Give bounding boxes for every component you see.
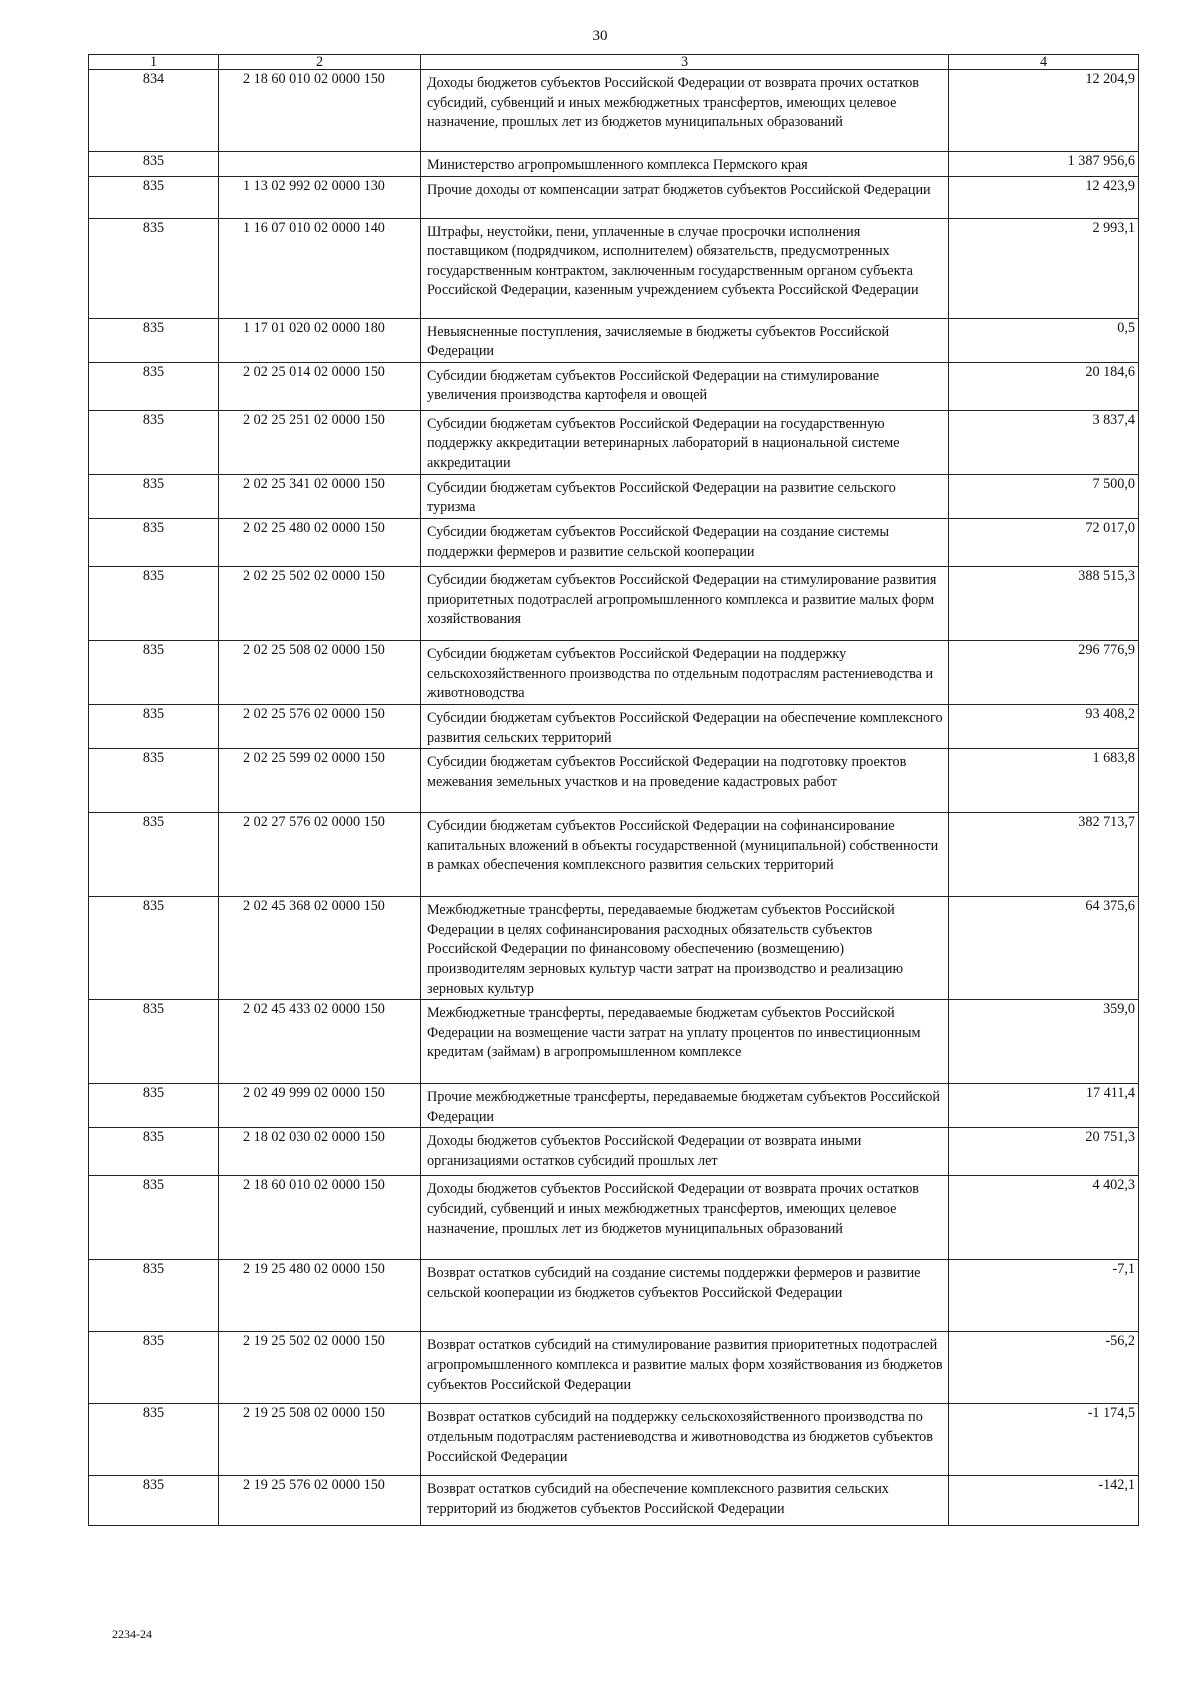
revenue-code-cell: 2 02 25 251 02 0000 150 bbox=[219, 410, 421, 474]
revenue-description-cell: Возврат остатков субсидий на поддержку сельскохозяйственного производства по отдельным подотраслям растениеводства и животноводства из бюджетов субъектов Российской Федерации bbox=[421, 1404, 949, 1476]
revenue-table bbox=[88, 54, 1139, 1526]
table-row bbox=[89, 1332, 1139, 1404]
revenue-description-cell: Невыясненные поступления, зачисляемые в бюджеты субъектов Российской Федерации bbox=[421, 318, 949, 362]
revenue-description-cell: Субсидии бюджетам субъектов Российской Федерации на подготовку проектов межевания земельных участков и на проведение кадастровых работ bbox=[421, 749, 949, 813]
revenue-description-cell: Возврат остатков субсидий на стимулирование развития приоритетных подотраслей агропромышленного комплекса и развитие малых форм хозяйствования из бюджетов субъектов Российской Федерации bbox=[421, 1332, 949, 1404]
table-row bbox=[89, 813, 1139, 897]
revenue-description-cell: Министерство агропромышленного комплекса Пермского края bbox=[421, 152, 949, 177]
revenue-code-cell: 2 18 60 010 02 0000 150 bbox=[219, 70, 421, 152]
revenue-description-cell: Субсидии бюджетам субъектов Российской Федерации на поддержку сельскохозяйственного производства по отдельным подотраслям растениеводства и животноводства bbox=[421, 640, 949, 704]
table-row bbox=[89, 362, 1139, 410]
admin-code-cell: 835 bbox=[89, 1404, 219, 1476]
admin-code-cell: 835 bbox=[89, 1332, 219, 1404]
revenue-description-cell: Межбюджетные трансферты, передаваемые бюджетам субъектов Российской Федерации на возмещение части затрат на уплату процентов по инвестиционным кредитам (займам) в агропромышленном комплексе bbox=[421, 1000, 949, 1084]
revenue-code-cell: 2 19 25 576 02 0000 150 bbox=[219, 1476, 421, 1526]
revenue-description-cell: Доходы бюджетов субъектов Российской Федерации от возврата прочих остатков субсидий, субвенций и иных межбюджетных трансфертов, имеющих целевое назначение, прошлых лет из бюджетов муниципальных образований bbox=[421, 1176, 949, 1260]
revenue-code-cell: 1 17 01 020 02 0000 180 bbox=[219, 318, 421, 362]
revenue-code-cell: 2 02 25 599 02 0000 150 bbox=[219, 749, 421, 813]
document-code: 2234-24 bbox=[112, 1627, 152, 1641]
table-row bbox=[89, 1176, 1139, 1260]
amount-cell: 7 500,0 bbox=[949, 474, 1139, 518]
admin-code-cell: 835 bbox=[89, 362, 219, 410]
table-row bbox=[89, 474, 1139, 518]
amount-cell: -1 174,5 bbox=[949, 1404, 1139, 1476]
table-row bbox=[89, 176, 1139, 218]
admin-code-cell: 835 bbox=[89, 566, 219, 640]
admin-code-cell: 835 bbox=[89, 410, 219, 474]
admin-code-cell: 835 bbox=[89, 1176, 219, 1260]
revenue-code-cell: 2 02 25 576 02 0000 150 bbox=[219, 704, 421, 748]
revenue-code-cell: 2 02 45 433 02 0000 150 bbox=[219, 1000, 421, 1084]
revenue-description-cell: Субсидии бюджетам субъектов Российской Федерации на обеспечение комплексного развития сельских территорий bbox=[421, 704, 949, 748]
table-row bbox=[89, 410, 1139, 474]
amount-cell: 93 408,2 bbox=[949, 704, 1139, 748]
admin-code-cell: 835 bbox=[89, 749, 219, 813]
amount-cell: 1 683,8 bbox=[949, 749, 1139, 813]
table-row bbox=[89, 640, 1139, 704]
amount-cell: 72 017,0 bbox=[949, 518, 1139, 566]
table-row bbox=[89, 1476, 1139, 1526]
amount-cell: -7,1 bbox=[949, 1260, 1139, 1332]
column-header-2: 2 bbox=[219, 55, 421, 70]
revenue-code-cell: 2 02 49 999 02 0000 150 bbox=[219, 1084, 421, 1128]
amount-cell: 388 515,3 bbox=[949, 566, 1139, 640]
revenue-description-cell: Штрафы, неустойки, пени, уплаченные в случае просрочки исполнения поставщиком (подрядчиком, исполнителем) обязательств, предусмотренных государственным контрактом, заключенным государственным органом субъекта Российской Федерации, казенным учреждением субъекта Российской Федерации bbox=[421, 218, 949, 318]
amount-cell: 2 993,1 bbox=[949, 218, 1139, 318]
table-row bbox=[89, 1000, 1139, 1084]
revenue-code-cell: 1 13 02 992 02 0000 130 bbox=[219, 176, 421, 218]
amount-cell: 12 423,9 bbox=[949, 176, 1139, 218]
page-number: 30 bbox=[592, 28, 608, 44]
revenue-description-cell: Субсидии бюджетам субъектов Российской Федерации на государственную поддержку аккредитации ветеринарных лабораторий в национальной системе аккредитации bbox=[421, 410, 949, 474]
revenue-code-cell: 2 02 27 576 02 0000 150 bbox=[219, 813, 421, 897]
admin-code-cell: 835 bbox=[89, 218, 219, 318]
admin-code-cell: 834 bbox=[89, 70, 219, 152]
amount-cell: 20 751,3 bbox=[949, 1128, 1139, 1176]
table-row bbox=[89, 1128, 1139, 1176]
revenue-description-cell: Субсидии бюджетам субъектов Российской Федерации на стимулирование развития приоритетных подотраслей агропромышленного комплекса и развитие малых форм хозяйствования bbox=[421, 566, 949, 640]
amount-cell: 0,5 bbox=[949, 318, 1139, 362]
table-row bbox=[89, 1404, 1139, 1476]
revenue-description-cell: Возврат остатков субсидий на создание системы поддержки фермеров и развитие сельской кооперации из бюджетов субъектов Российской Федерации bbox=[421, 1260, 949, 1332]
amount-cell: 64 375,6 bbox=[949, 897, 1139, 1000]
revenue-description-cell: Доходы бюджетов субъектов Российской Федерации от возврата прочих остатков субсидий, субвенций и иных межбюджетных трансфертов, имеющих целевое назначение, прошлых лет из бюджетов муниципальных образований bbox=[421, 70, 949, 152]
amount-cell: -56,2 bbox=[949, 1332, 1139, 1404]
amount-cell: 4 402,3 bbox=[949, 1176, 1139, 1260]
admin-code-cell: 835 bbox=[89, 1476, 219, 1526]
revenue-description-cell: Доходы бюджетов субъектов Российской Федерации от возврата иными организациями остатков субсидий прошлых лет bbox=[421, 1128, 949, 1176]
amount-cell: 20 184,6 bbox=[949, 362, 1139, 410]
revenue-description-cell: Межбюджетные трансферты, передаваемые бюджетам субъектов Российской Федерации в целях софинансирования расходных обязательств субъектов Российской Федерации по финансовому обеспечению (возмещению) производителям зерновых культур части затрат на производство и реализацию зерновых культур bbox=[421, 897, 949, 1000]
revenue-code-cell bbox=[219, 152, 421, 177]
admin-code-cell: 835 bbox=[89, 640, 219, 704]
table-row bbox=[89, 1260, 1139, 1332]
amount-cell: 382 713,7 bbox=[949, 813, 1139, 897]
revenue-description-cell: Субсидии бюджетам субъектов Российской Федерации на развитие сельского туризма bbox=[421, 474, 949, 518]
revenue-description-cell: Прочие доходы от компенсации затрат бюджетов субъектов Российской Федерации bbox=[421, 176, 949, 218]
revenue-code-cell: 2 02 25 508 02 0000 150 bbox=[219, 640, 421, 704]
revenue-code-cell: 2 19 25 508 02 0000 150 bbox=[219, 1404, 421, 1476]
revenue-code-cell: 2 02 25 341 02 0000 150 bbox=[219, 474, 421, 518]
column-header-3: 3 bbox=[421, 55, 949, 70]
revenue-description-cell: Субсидии бюджетам субъектов Российской Федерации на стимулирование увеличения производства картофеля и овощей bbox=[421, 362, 949, 410]
revenue-code-cell: 2 19 25 480 02 0000 150 bbox=[219, 1260, 421, 1332]
column-header-1: 1 bbox=[89, 55, 219, 70]
admin-code-cell: 835 bbox=[89, 474, 219, 518]
table-row bbox=[89, 566, 1139, 640]
revenue-code-cell: 2 02 25 480 02 0000 150 bbox=[219, 518, 421, 566]
revenue-code-cell: 2 02 25 014 02 0000 150 bbox=[219, 362, 421, 410]
revenue-description-cell: Субсидии бюджетам субъектов Российской Федерации на софинансирование капитальных вложений в объекты государственной (муниципальной) собственности в рамках обеспечения комплексного развития сельских территорий bbox=[421, 813, 949, 897]
amount-cell: 12 204,9 bbox=[949, 70, 1139, 152]
admin-code-cell: 835 bbox=[89, 1128, 219, 1176]
admin-code-cell: 835 bbox=[89, 704, 219, 748]
table-header-row bbox=[89, 55, 1139, 70]
table-row bbox=[89, 897, 1139, 1000]
admin-code-cell: 835 bbox=[89, 813, 219, 897]
revenue-code-cell: 2 18 60 010 02 0000 150 bbox=[219, 1176, 421, 1260]
table-row bbox=[89, 318, 1139, 362]
admin-code-cell: 835 bbox=[89, 897, 219, 1000]
admin-code-cell: 835 bbox=[89, 176, 219, 218]
amount-cell: 3 837,4 bbox=[949, 410, 1139, 474]
admin-code-cell: 835 bbox=[89, 1084, 219, 1128]
admin-code-cell: 835 bbox=[89, 1000, 219, 1084]
revenue-code-cell: 2 02 45 368 02 0000 150 bbox=[219, 897, 421, 1000]
table-row bbox=[89, 152, 1139, 177]
column-header-4: 4 bbox=[949, 55, 1139, 70]
amount-cell: -142,1 bbox=[949, 1476, 1139, 1526]
admin-code-cell: 835 bbox=[89, 152, 219, 177]
admin-code-cell: 835 bbox=[89, 318, 219, 362]
revenue-description-cell: Прочие межбюджетные трансферты, передаваемые бюджетам субъектов Российской Федерации bbox=[421, 1084, 949, 1128]
admin-code-cell: 835 bbox=[89, 1260, 219, 1332]
revenue-code-cell: 2 19 25 502 02 0000 150 bbox=[219, 1332, 421, 1404]
revenue-code-cell: 1 16 07 010 02 0000 140 bbox=[219, 218, 421, 318]
table-row bbox=[89, 218, 1139, 318]
amount-cell: 359,0 bbox=[949, 1000, 1139, 1084]
revenue-code-cell: 2 18 02 030 02 0000 150 bbox=[219, 1128, 421, 1176]
table-row bbox=[89, 749, 1139, 813]
amount-cell: 296 776,9 bbox=[949, 640, 1139, 704]
table-row bbox=[89, 518, 1139, 566]
revenue-code-cell: 2 02 25 502 02 0000 150 bbox=[219, 566, 421, 640]
table-row bbox=[89, 1084, 1139, 1128]
table-row bbox=[89, 704, 1139, 748]
amount-cell: 17 411,4 bbox=[949, 1084, 1139, 1128]
revenue-description-cell: Возврат остатков субсидий на обеспечение комплексного развития сельских территорий из бюджетов субъектов Российской Федерации bbox=[421, 1476, 949, 1526]
table-row bbox=[89, 70, 1139, 152]
admin-code-cell: 835 bbox=[89, 518, 219, 566]
revenue-description-cell: Субсидии бюджетам субъектов Российской Федерации на создание системы поддержки фермеров и развитие сельской кооперации bbox=[421, 518, 949, 566]
table-body bbox=[89, 70, 1139, 1526]
amount-cell: 1 387 956,6 bbox=[949, 152, 1139, 177]
